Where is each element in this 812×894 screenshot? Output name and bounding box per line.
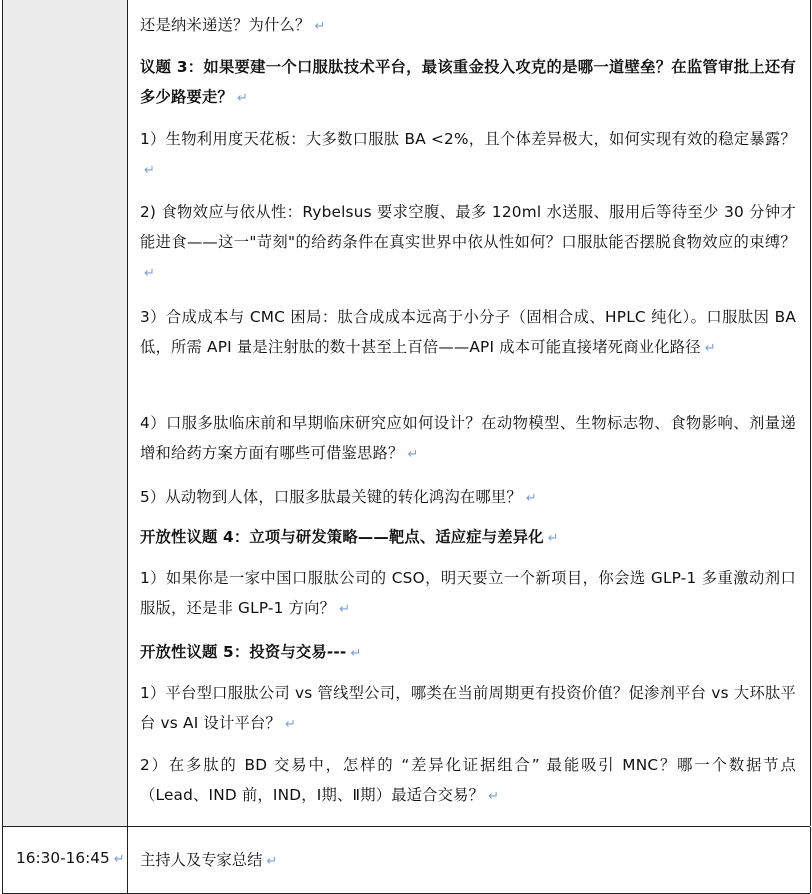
return-icon: ↵ [547,531,559,546]
return-icon: ↵ [284,717,297,732]
paragraph: 1）平台型口服肽公司 vs 管线型公司，哪类在当前周期更有投资价值？促渗剂平台 vs 大环肽平台 vs AI 设计平台？ ↵ [140,684,796,732]
time-column-cell [2,0,128,826]
paragraph: 1）生物利用度天花板：大多数口服肽 BA <2%，且个体差异极大，如何实现有效的稳定暴露？↵ [140,130,796,178]
return-icon: ↵ [236,91,249,106]
return-icon: ↵ [525,491,537,506]
return-icon: ↵ [144,266,156,281]
return-icon: ↵ [488,789,500,804]
return-icon: ↵ [144,163,156,178]
return-icon: ↵ [339,602,351,617]
paragraph: 4）口服多肽临床前和早期临床研究应如何设计？在动物模型、生物标志物、食物影响、剂量递增和给药方案方面有哪些可借鉴思路？ ↵ [140,414,796,462]
paragraph: 1）如果你是一家中国口服肽公司的 CSO，明天要立一个新项目，你会选 GLP-1 多重激动剂口服版，还是非 GLP-1 方向？ ↵ [140,569,796,617]
paragraph: 还是纳米递送？为什么？ ↵ [140,16,326,34]
paragraph: 2) 食物效应与依从性：Rybelsus 要求空腹、最多 120ml 水送服、服用后等待至少 30 分钟才能进食——这一"苛刻"的给药条件在真实世界中依从性如何？口服肽能否摆脱食物效应的束缚？↵ [140,203,796,281]
time-slot: 16:30-16:45 ↵ [16,849,125,867]
paragraph: 2）在多肽的 BD 交易中，怎样的 “差异化证据组合” 最能吸引 MNC？哪一个数据节点（Lead、IND 前，IND，Ⅰ期、Ⅱ期）最适合交易？ ↵ [140,756,796,804]
topic-heading: 开放性议题 4：立项与研发策略——靶点、适应症与差异化 ↵ [140,528,559,546]
summary-text: 主持人及专家总结 ↵ [140,851,278,869]
paragraph: 3）合成成本与 CMC 困局：肽合成成本远高于小分子（固相合成、HPLC 纯化）。口服肽因 BA 低，所需 API 量是注射肽的数十甚至上百倍——API 成本可能直接堵死商业化路径 ↵ [140,308,796,356]
return-icon: ↵ [407,447,419,462]
return-icon: ↵ [350,646,362,661]
return-icon: ↵ [113,852,125,867]
paragraph: 5）从动物到人体，口服多肽最关键的转化鸿沟在哪里？ ↵ [140,488,537,506]
topic-heading: 议题 3：如果要建一个口服肽技术平台，最该重金投入攻克的是哪一道壁垒？在监管审批上还有多少路要走？ ↵ [140,58,796,106]
return-icon: ↵ [314,19,326,34]
return-icon: ↵ [704,341,716,356]
return-icon: ↵ [266,854,278,869]
topic-heading: 开放性议题 5：投资与交易--- ↵ [140,643,362,661]
table-left-border [2,0,3,894]
